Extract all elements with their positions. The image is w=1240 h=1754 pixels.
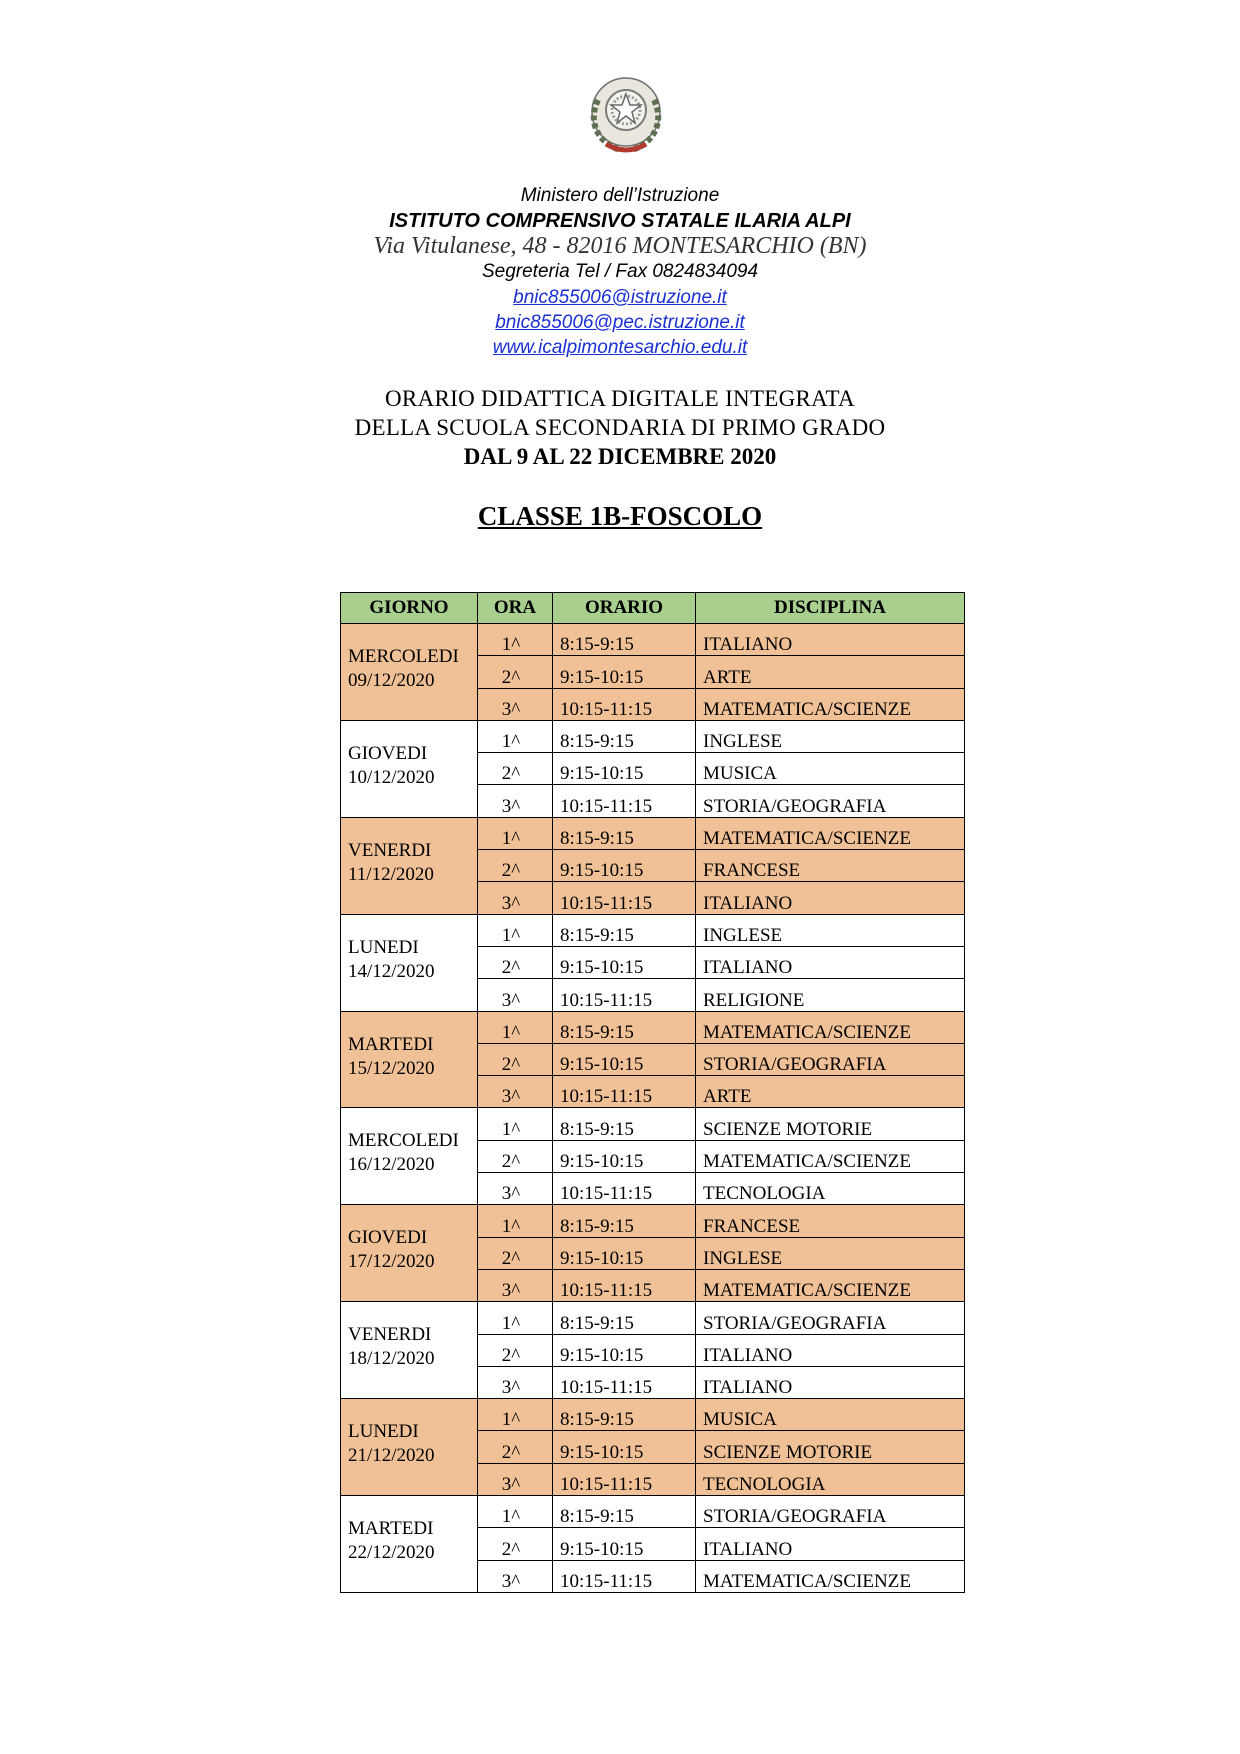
day-cell	[341, 1496, 478, 1593]
ora-cell: 2^	[478, 1334, 553, 1366]
orario-cell: 9:15-10:15	[553, 1237, 696, 1269]
orario-cell: 9:15-10:15	[553, 1140, 696, 1172]
disciplina-cell: TECNOLOGIA	[696, 1173, 965, 1205]
disciplina-cell: INGLESE	[696, 1237, 965, 1269]
day-name: VENERDI	[348, 1324, 432, 1346]
orario-cell: 10:15-11:15	[553, 1560, 696, 1592]
orario-cell: 9:15-10:15	[553, 946, 696, 978]
orario-cell: 9:15-10:15	[553, 1043, 696, 1075]
disciplina-cell: STORIA/GEOGRAFIA	[696, 785, 965, 817]
school-phone: Segreteria Tel / Fax 0824834094	[481, 261, 759, 282]
ora-cell: 3^	[478, 882, 553, 914]
column-header-orario: ORARIO	[553, 593, 696, 624]
disciplina-cell: SCIENZE MOTORIE	[696, 1431, 965, 1463]
ora-cell: 2^	[478, 850, 553, 882]
disciplina-cell: TECNOLOGIA	[696, 1463, 965, 1495]
orario-cell: 8:15-9:15	[553, 1399, 696, 1431]
ora-cell: 1^	[478, 817, 553, 849]
ora-cell: 1^	[478, 1399, 553, 1431]
ora-cell: 2^	[478, 1431, 553, 1463]
ora-cell: 2^	[478, 1237, 553, 1269]
day-name: MERCOLEDI	[348, 1130, 459, 1152]
orario-cell: 9:15-10:15	[553, 1334, 696, 1366]
orario-cell: 10:15-11:15	[553, 688, 696, 720]
ora-cell: 2^	[478, 946, 553, 978]
ora-cell: 2^	[478, 1528, 553, 1560]
disciplina-cell: ARTE	[696, 1076, 965, 1108]
disciplina-cell: MATEMATICA/SCIENZE	[696, 817, 965, 849]
table-row	[341, 720, 965, 752]
ministry-name: Ministero dell’Istruzione	[520, 185, 720, 206]
document-title-line-1: ORARIO DIDATTICA DIGITALE INTEGRATA	[385, 386, 855, 411]
ora-cell: 3^	[478, 1463, 553, 1495]
day-date: 15/12/2020	[348, 1057, 435, 1079]
ora-cell: 1^	[478, 624, 553, 656]
document-date-range: DAL 9 AL 22 DICEMBRE 2020	[463, 444, 777, 469]
disciplina-cell: INGLESE	[696, 914, 965, 946]
ora-cell: 1^	[478, 720, 553, 752]
orario-cell: 10:15-11:15	[553, 1269, 696, 1301]
orario-cell: 8:15-9:15	[553, 1205, 696, 1237]
disciplina-cell: ITALIANO	[696, 946, 965, 978]
ora-cell: 2^	[478, 656, 553, 688]
day-cell	[341, 1205, 478, 1302]
day-name: MERCOLEDI	[348, 645, 459, 667]
disciplina-cell: ITALIANO	[696, 1366, 965, 1398]
day-name: VENERDI	[348, 839, 432, 861]
timetable	[340, 592, 965, 1593]
table-row	[341, 914, 965, 946]
disciplina-cell: MUSICA	[696, 1399, 965, 1431]
day-date: 18/12/2020	[348, 1348, 435, 1370]
table-header-row	[341, 593, 965, 624]
disciplina-cell: MATEMATICA/SCIENZE	[696, 1011, 965, 1043]
table-row	[341, 1205, 965, 1237]
day-cell	[341, 720, 478, 817]
class-title: CLASSE 1B-FOSCOLO	[477, 501, 763, 531]
email-link[interactable]: bnic855006@istruzione.it	[513, 287, 727, 308]
school-name: ISTITUTO COMPRENSIVO STATALE ILARIA ALPI	[389, 210, 851, 232]
disciplina-cell: ITALIANO	[696, 882, 965, 914]
orario-cell: 10:15-11:15	[553, 979, 696, 1011]
ora-cell: 2^	[478, 1140, 553, 1172]
orario-cell: 10:15-11:15	[553, 882, 696, 914]
ora-cell: 1^	[478, 1011, 553, 1043]
school-address: Via Vitulanese, 48 - 82016 MONTESARCHIO (BN)	[373, 233, 867, 259]
disciplina-cell: MATEMATICA/SCIENZE	[696, 688, 965, 720]
orario-cell: 10:15-11:15	[553, 1366, 696, 1398]
day-date: 22/12/2020	[348, 1541, 435, 1563]
disciplina-cell: FRANCESE	[696, 850, 965, 882]
disciplina-cell: STORIA/GEOGRAFIA	[696, 1302, 965, 1334]
disciplina-cell: STORIA/GEOGRAFIA	[696, 1496, 965, 1528]
day-cell	[341, 1108, 478, 1205]
day-name: GIOVEDI	[348, 742, 428, 764]
disciplina-cell: ARTE	[696, 656, 965, 688]
disciplina-cell: SCIENZE MOTORIE	[696, 1108, 965, 1140]
table-row	[341, 1302, 965, 1334]
ora-cell: 3^	[478, 1366, 553, 1398]
ora-cell: 3^	[478, 785, 553, 817]
disciplina-cell: FRANCESE	[696, 1205, 965, 1237]
table-row	[341, 1496, 965, 1528]
orario-cell: 8:15-9:15	[553, 624, 696, 656]
ora-cell: 1^	[478, 1302, 553, 1334]
ora-cell: 2^	[478, 753, 553, 785]
disciplina-cell: MATEMATICA/SCIENZE	[696, 1269, 965, 1301]
orario-cell: 8:15-9:15	[553, 914, 696, 946]
disciplina-cell: INGLESE	[696, 720, 965, 752]
orario-cell: 8:15-9:15	[553, 720, 696, 752]
ora-cell: 1^	[478, 1496, 553, 1528]
table-row	[341, 1011, 965, 1043]
ora-cell: 2^	[478, 1043, 553, 1075]
orario-cell: 9:15-10:15	[553, 850, 696, 882]
ora-cell: 1^	[478, 1205, 553, 1237]
ora-cell: 1^	[478, 914, 553, 946]
orario-cell: 9:15-10:15	[553, 753, 696, 785]
day-name: MARTEDI	[348, 1033, 434, 1055]
day-date: 10/12/2020	[348, 766, 435, 788]
day-cell	[341, 817, 478, 914]
day-date: 11/12/2020	[348, 863, 434, 885]
disciplina-cell: MATEMATICA/SCIENZE	[696, 1560, 965, 1592]
day-cell	[341, 624, 478, 721]
orario-cell: 8:15-9:15	[553, 1496, 696, 1528]
ora-cell: 3^	[478, 1173, 553, 1205]
disciplina-cell: ITALIANO	[696, 1528, 965, 1560]
orario-cell: 10:15-11:15	[553, 1463, 696, 1495]
day-cell	[341, 1399, 478, 1496]
orario-cell: 8:15-9:15	[553, 1108, 696, 1140]
disciplina-cell: RELIGIONE	[696, 979, 965, 1011]
ora-cell: 3^	[478, 979, 553, 1011]
day-name: LUNEDI	[348, 936, 419, 958]
orario-cell: 9:15-10:15	[553, 1528, 696, 1560]
table-row	[341, 817, 965, 849]
orario-cell: 10:15-11:15	[553, 1076, 696, 1108]
column-header-disciplina: DISCIPLINA	[696, 593, 965, 624]
disciplina-cell: ITALIANO	[696, 1334, 965, 1366]
pec-email-link[interactable]: bnic855006@pec.istruzione.it	[495, 312, 745, 333]
day-date: 16/12/2020	[348, 1154, 435, 1176]
ora-cell: 3^	[478, 1076, 553, 1108]
orario-cell: 8:15-9:15	[553, 1302, 696, 1334]
italian-republic-emblem-icon	[584, 70, 668, 158]
disciplina-cell: STORIA/GEOGRAFIA	[696, 1043, 965, 1075]
ora-cell: 3^	[478, 688, 553, 720]
orario-cell: 9:15-10:15	[553, 1431, 696, 1463]
website-link[interactable]: www.icalpimontesarchio.edu.it	[492, 337, 748, 358]
document-title-line-2: DELLA SCUOLA SECONDARIA DI PRIMO GRADO	[354, 415, 886, 440]
day-date: 09/12/2020	[348, 669, 435, 691]
orario-cell: 8:15-9:15	[553, 1011, 696, 1043]
ora-cell: 3^	[478, 1560, 553, 1592]
column-header-giorno: GIORNO	[341, 593, 478, 624]
disciplina-cell: MUSICA	[696, 753, 965, 785]
disciplina-cell: MATEMATICA/SCIENZE	[696, 1140, 965, 1172]
disciplina-cell: ITALIANO	[696, 624, 965, 656]
day-date: 14/12/2020	[348, 960, 435, 982]
ora-cell: 3^	[478, 1269, 553, 1301]
table-row	[341, 624, 965, 656]
orario-cell: 10:15-11:15	[553, 1173, 696, 1205]
table-row	[341, 1399, 965, 1431]
ora-cell: 1^	[478, 1108, 553, 1140]
orario-cell: 8:15-9:15	[553, 817, 696, 849]
day-date: 21/12/2020	[348, 1445, 435, 1467]
column-header-ora: ORA	[478, 593, 553, 624]
day-cell	[341, 1011, 478, 1108]
day-name: MARTEDI	[348, 1517, 434, 1539]
table-row	[341, 1108, 965, 1140]
day-name: GIOVEDI	[348, 1227, 428, 1249]
day-cell	[341, 1302, 478, 1399]
orario-cell: 9:15-10:15	[553, 656, 696, 688]
day-date: 17/12/2020	[348, 1251, 435, 1273]
day-name: LUNEDI	[348, 1421, 419, 1443]
orario-cell: 10:15-11:15	[553, 785, 696, 817]
day-cell	[341, 914, 478, 1011]
